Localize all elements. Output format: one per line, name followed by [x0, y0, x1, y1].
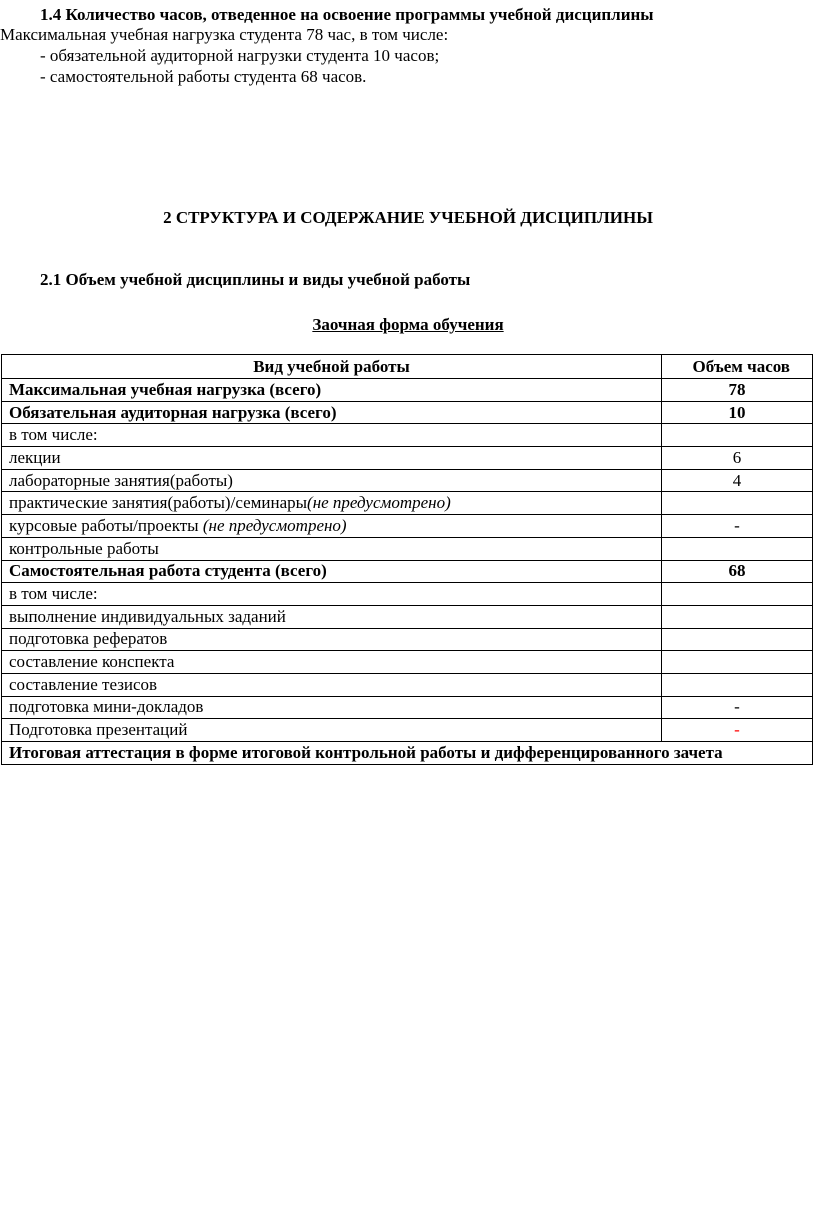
final-attestation-text: Итоговая аттестация в форме итоговой контрольной работы и дифференцированного зачета — [2, 742, 813, 765]
row-label: составление конспекта — [2, 651, 662, 674]
row-note: (не предусмотрено) — [307, 493, 451, 513]
independent-work-text: - самостоятельной работы студента 68 часов. — [40, 67, 367, 86]
row-label: лабораторные занятия(работы) — [2, 469, 662, 492]
table-row — [2, 628, 813, 651]
table-row — [2, 492, 813, 515]
row-label-text: практические занятия(работы)/семинары — [9, 493, 308, 513]
table-row — [2, 605, 813, 628]
row-value: - — [662, 515, 813, 538]
table-row — [2, 537, 813, 560]
table-row — [2, 560, 813, 583]
row-label: подготовка рефератов — [2, 628, 662, 651]
row-label: Самостоятельная работа студента (всего) — [2, 560, 662, 583]
row-label — [2, 492, 662, 515]
header-hours: Объем часов — [662, 355, 813, 379]
row-value: - — [662, 696, 813, 719]
row-value — [662, 651, 813, 674]
row-label: Обязательная аудиторная нагрузка (всего) — [2, 401, 662, 424]
table-row — [2, 651, 813, 674]
row-note: (не предусмотрено) — [202, 515, 347, 535]
header-type: Вид учебной работы — [2, 355, 662, 379]
row-value — [662, 583, 813, 606]
row-value: 4 — [662, 469, 813, 492]
hours-table — [1, 354, 813, 765]
row-label: контрольные работы — [2, 537, 662, 560]
table-row — [2, 424, 813, 447]
row-label: Максимальная учебная нагрузка (всего) — [2, 379, 662, 402]
row-value — [662, 492, 813, 515]
row-label: в том числе: — [2, 583, 662, 606]
table-row — [2, 673, 813, 696]
section-1-4-heading: 1.4 Количество часов, отведенное на освоение программы учебной дисциплины — [40, 5, 654, 24]
row-label: лекции — [2, 447, 662, 470]
row-value — [662, 605, 813, 628]
table-row — [2, 583, 813, 606]
row-value: - — [662, 719, 813, 742]
row-value: 78 — [662, 379, 813, 402]
row-label: составление тезисов — [2, 673, 662, 696]
row-label-text: курсовые работы/проекты — [9, 515, 203, 535]
row-value — [662, 424, 813, 447]
section-2-title: 2 СТРУКТУРА И СОДЕРЖАНИЕ УЧЕБНОЙ ДИСЦИПЛИНЫ — [163, 208, 653, 227]
section-2-1-heading: 2.1 Объем учебной дисциплины и виды учебной работы — [40, 270, 471, 289]
mandatory-load-text: - обязательной аудиторной нагрузки студента 10 часов; — [40, 46, 440, 65]
row-label: выполнение индивидуальных заданий — [2, 605, 662, 628]
table-row — [2, 515, 813, 538]
table-row — [2, 401, 813, 424]
row-label — [2, 515, 662, 538]
row-label: подготовка мини-докладов — [2, 696, 662, 719]
table-row — [2, 379, 813, 402]
row-value — [662, 628, 813, 651]
table-row — [2, 696, 813, 719]
final-attestation-row — [2, 742, 813, 765]
row-value: 68 — [662, 560, 813, 583]
table-row — [2, 447, 813, 470]
table-row — [2, 719, 813, 742]
study-form-subheading: Заочная форма обучения — [312, 315, 504, 334]
row-value — [662, 673, 813, 696]
row-label: Подготовка презентаций — [2, 719, 662, 742]
table-header-row — [2, 355, 813, 379]
row-value — [662, 537, 813, 560]
max-load-text: Максимальная учебная нагрузка студента 78 час, в том числе: — [0, 25, 449, 44]
table-row — [2, 469, 813, 492]
row-value: 10 — [662, 401, 813, 424]
row-label: в том числе: — [2, 424, 662, 447]
row-value: 6 — [662, 447, 813, 470]
